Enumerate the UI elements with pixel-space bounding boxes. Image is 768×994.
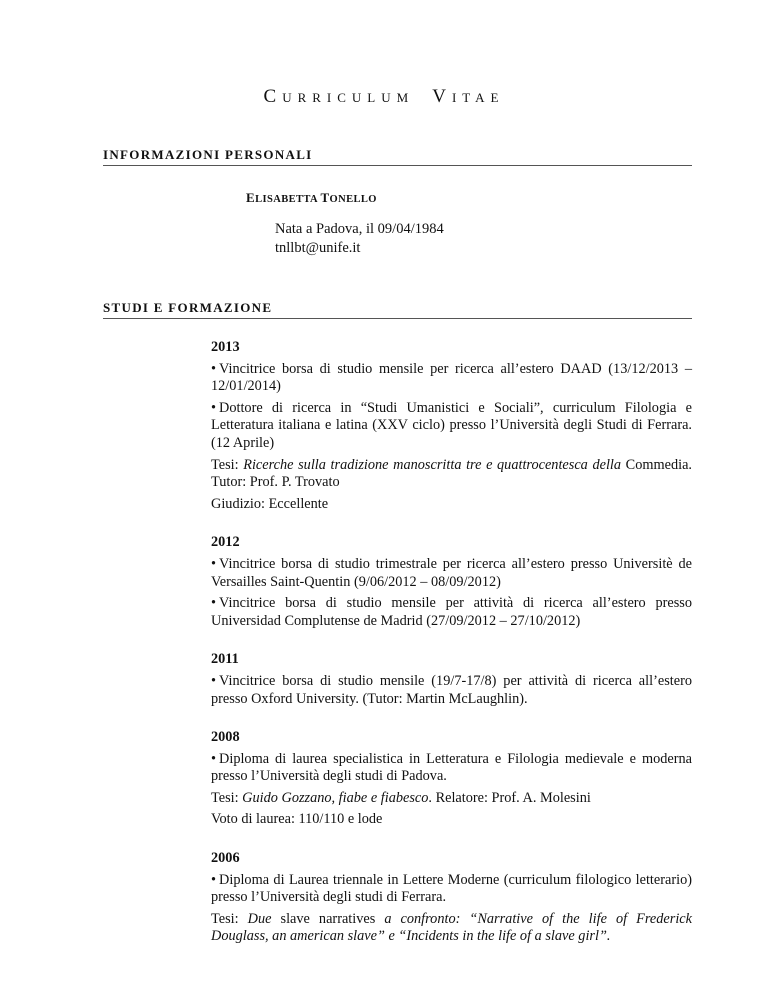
bullet-icon: •: [211, 555, 217, 572]
thesis-line: Tesi: Guido Gozzano, fiabe e fiabesco. Relatore: Prof. A. Molesini: [211, 789, 591, 806]
year-block-2011: [211, 651, 692, 708]
year-block-2008: [211, 729, 692, 829]
title-initial-c: C: [263, 86, 283, 107]
bullet-icon: •: [211, 360, 217, 377]
personal-info: [275, 220, 444, 258]
list-item: • Vincitrice borsa di studio mensile (19/7-17/8) per attività di ricerca all’estero presso Oxford University. (Tutor: Martin McLaughlin).: [211, 672, 692, 707]
document-title: [0, 86, 768, 108]
list-item: • Diploma di Laurea triennale in Lettere Moderne (curriculum filologico letterario) presso l’Università degli studi di Ferrara.: [211, 871, 692, 906]
heading-studi-formazione: STUDI E FORMAZIONE: [103, 300, 692, 319]
grade-line: Giudizio: Eccellente: [211, 495, 329, 512]
list-item: • Diploma di laurea specialistica in Letteratura e Filologia medievale e moderna presso l’Università degli studi di Padova.: [211, 750, 692, 785]
email-address: tnllbt@unife.it: [275, 240, 361, 256]
list-item: • Dottore di ricerca in “Studi Umanistici e Sociali”, curriculum Filologia e Letteratura italiana e latina (XXV ciclo) presso l’Università degli Studi di Ferrara. (12 Aprile): [211, 399, 692, 451]
year-block-2012: [211, 534, 692, 630]
year-label: 2012: [211, 534, 240, 551]
thesis-line: Tesi: Due slave narratives a confronto: “Narrative of the life of Frederick Douglass, an american slave” e “Incidents in the life of a slave girl”.: [211, 910, 692, 945]
bullet-icon: •: [211, 595, 217, 612]
person-name: ELISABETTA TONELLO: [246, 190, 377, 205]
year-label: 2011: [211, 651, 239, 668]
bullet-icon: •: [211, 750, 217, 767]
bullet-icon: •: [211, 672, 217, 689]
bullet-icon: •: [211, 871, 217, 888]
title-word-vitae: ITAE: [451, 90, 505, 105]
bullet-icon: •: [211, 399, 217, 416]
list-item: • Vincitrice borsa di studio mensile per attività di ricerca all’estero presso Universidad Complutense de Madrid (27/09/2012 – 27/10/2012): [211, 595, 692, 629]
studies-list: [211, 339, 692, 967]
grade-line: Voto di laurea: 110/110 e lode: [211, 811, 383, 828]
list-item: • Vincitrice borsa di studio mensile per ricerca all’estero DAAD (13/12/2013 – 12/01/2014): [211, 360, 692, 395]
year-label: 2008: [211, 729, 240, 746]
birth-info: Nata a Padova, il 09/04/1984: [275, 221, 444, 237]
heading-informazioni-personali: INFORMAZIONI PERSONALI: [103, 147, 692, 166]
thesis-line: Tesi: Ricerche sulla tradizione manoscritta tre e quattrocentesca della Commedia. Tutor: Prof. P. Trovato: [211, 456, 692, 491]
year-block-2013: [211, 339, 692, 513]
title-word-curriculum: URRICULUM: [282, 90, 415, 105]
year-label: 2013: [211, 339, 240, 355]
title-initial-v: V: [432, 86, 452, 107]
list-item: • Vincitrice borsa di studio trimestrale per ricerca all’estero presso Universitè de Versailles Saint-Quentin (9/06/2012 – 08/09/2012): [211, 555, 692, 590]
year-label: 2006: [211, 850, 240, 867]
year-block-2006: [211, 850, 692, 946]
